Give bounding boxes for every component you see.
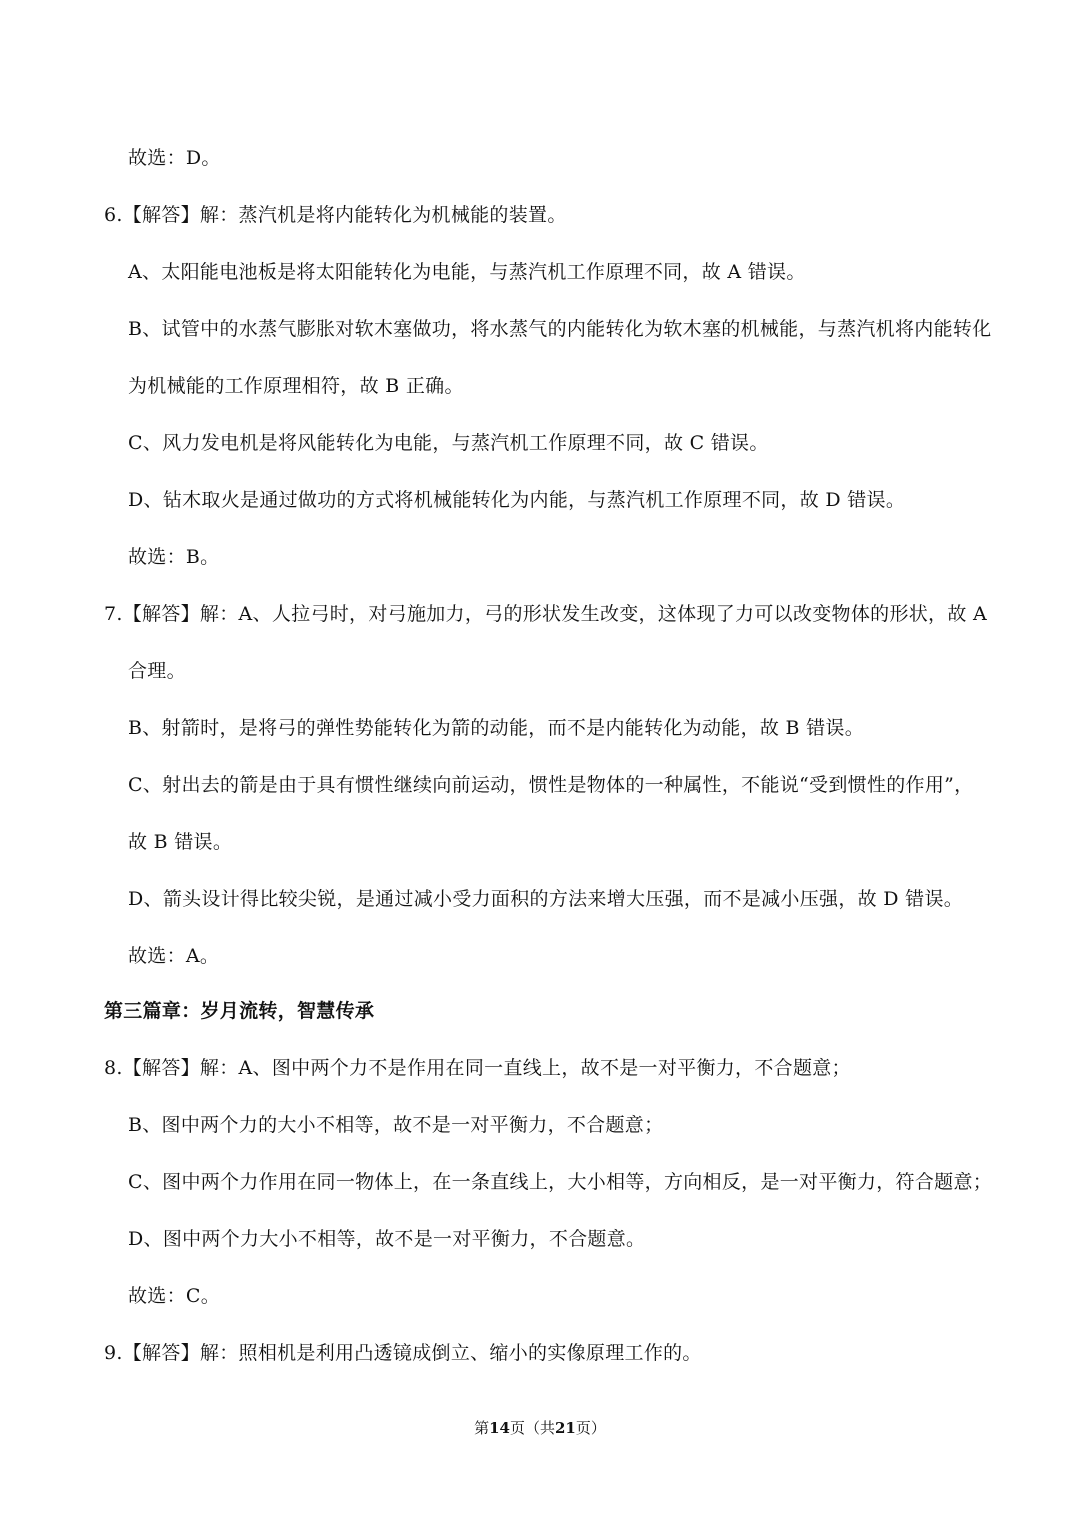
answer-line: C、图中两个力作用在同一物体上，在一条直线上，大小相等，方向相反，是一对平衡力，符合题意； [128,1171,993,1193]
total-page-count: 21 [555,1419,576,1437]
answer-line: B、图中两个力的大小不相等，故不是一对平衡力，不合题意； [128,1114,664,1136]
answer-line: 为机械能的工作原理相符，故 B 正确。 [128,375,464,397]
footer-suffix: 页） [575,1419,606,1437]
answer-line: D、图中两个力大小不相等，故不是一对平衡力，不合题意。 [128,1228,646,1250]
answer-line: 故选：D。 [128,147,221,169]
footer-prefix: 第 [474,1419,490,1437]
question-7-answer: 7.【解答】解：A、人拉弓时，对弓施加力，弓的形状发生改变，这体现了力可以改变物体的形状，故 A [104,603,988,625]
answer-line: D、箭头设计得比较尖锐，是通过减小受力面积的方法来增大压强，而不是减小压强，故 D 错误。 [128,888,964,910]
answer-line: 故选：C。 [128,1285,221,1307]
answer-line: C、射出去的箭是由于具有惯性继续向前运动，惯性是物体的一种属性，不能说“受到惯性的作用”， [128,774,974,796]
answer-line: 合理。 [128,660,186,682]
question-8-answer: 8.【解答】解：A、图中两个力不是作用在同一直线上，故不是一对平衡力，不合题意； [104,1057,851,1079]
answer-line: B、射箭时，是将弓的弹性势能转化为箭的动能，而不是内能转化为动能，故 B 错误。 [128,717,865,739]
chapter-heading: 第三篇章：岁月流转，智慧传承 [104,1000,375,1022]
answer-line: A、太阳能电池板是将太阳能转化为电能，与蒸汽机工作原理不同，故 A 错误。 [128,261,806,283]
answer-line: D、钻木取火是通过做功的方式将机械能转化为内能，与蒸汽机工作原理不同，故 D 错误。 [128,489,906,511]
question-6-answer: 6.【解答】解：蒸汽机是将内能转化为机械能的装置。 [104,204,567,226]
answer-line: 故 B 错误。 [128,831,233,853]
footer-middle: 页（共 [509,1419,555,1437]
answer-line: C、风力发电机是将风能转化为电能，与蒸汽机工作原理不同，故 C 错误。 [128,432,769,454]
answer-line: B、试管中的水蒸气膨胀对软木塞做功，将水蒸气的内能转化为软木塞的机械能，与蒸汽机将内能转化 [128,318,992,340]
page-footer [0,1418,1080,1438]
answer-line: 故选：A。 [128,945,220,967]
answer-line: 故选：B。 [128,546,220,568]
current-page-number: 14 [489,1419,510,1437]
question-9-answer: 9.【解答】解：照相机是利用凸透镜成倒立、缩小的实像原理工作的。 [104,1342,702,1364]
